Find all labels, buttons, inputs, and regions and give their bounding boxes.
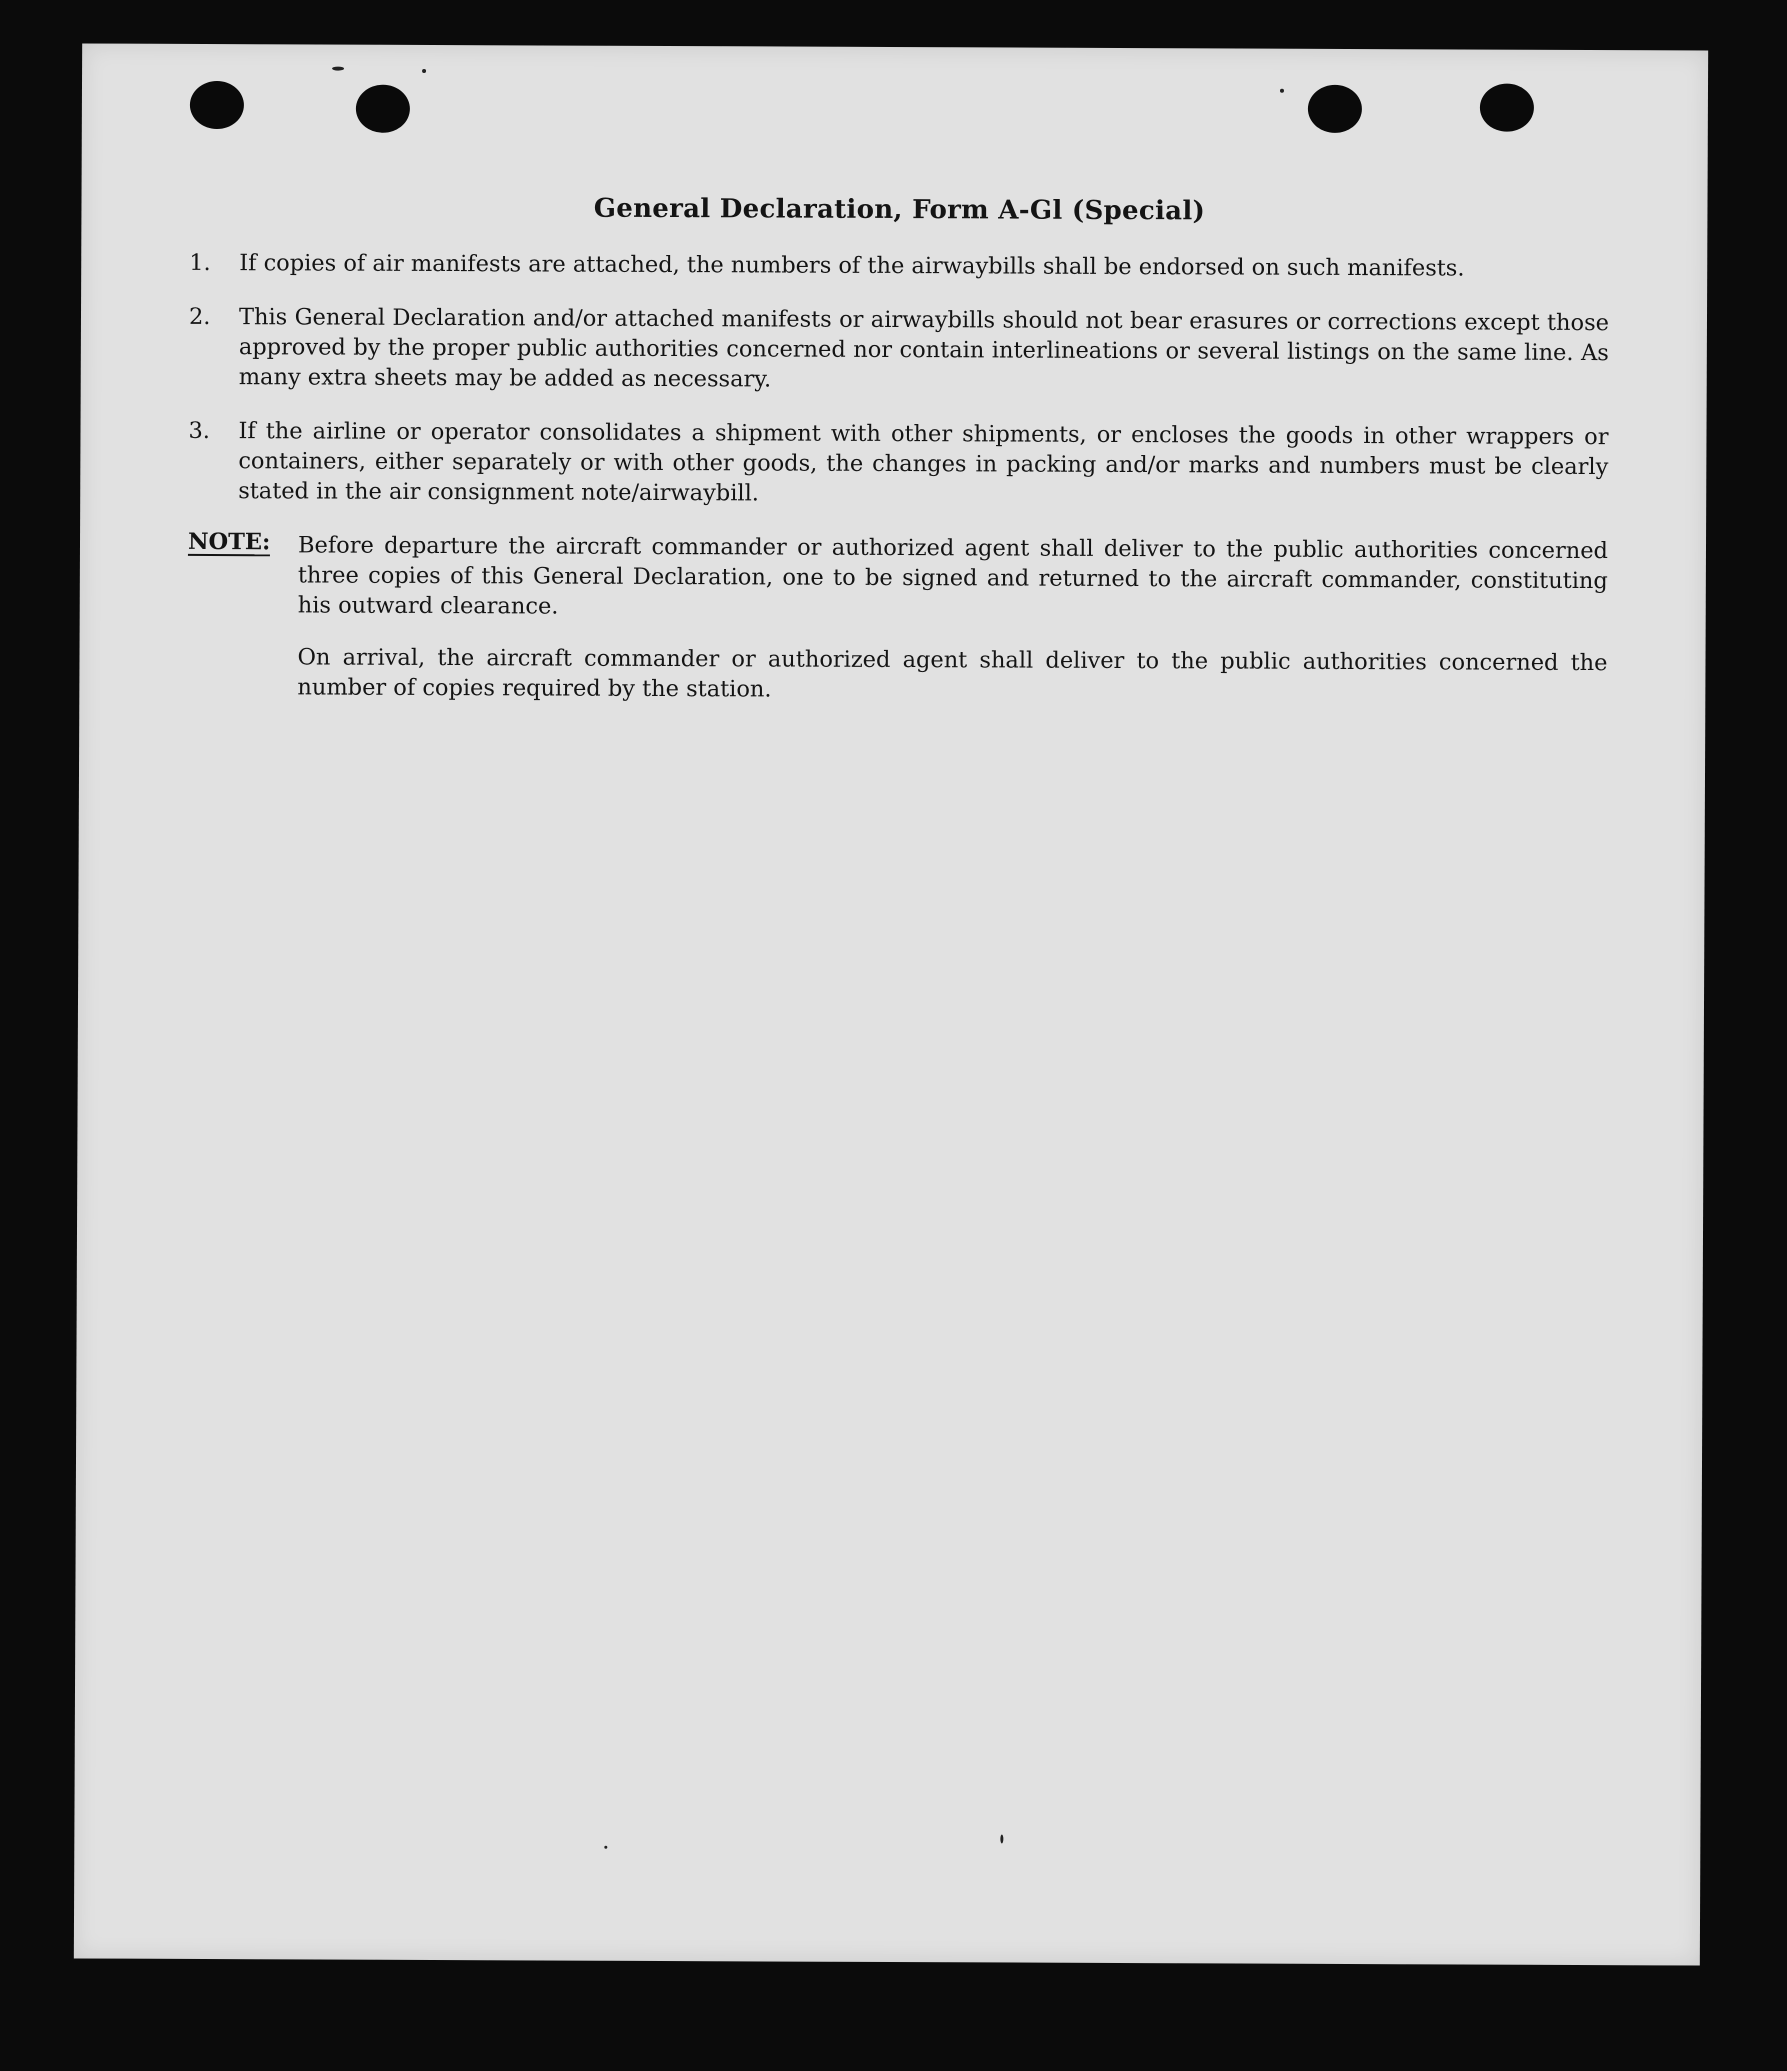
paper-speck (332, 67, 344, 71)
punch-hole (1480, 84, 1534, 132)
list-item (189, 302, 1609, 398)
paper-speck (1000, 1834, 1003, 1843)
item-number: 1. (189, 249, 211, 277)
item-text: If copies of air manifests are attached, the numbers of the airwaybills shall be endorsed on such manifests. (239, 250, 1465, 282)
document-page (74, 43, 1708, 1965)
note-second-paragraph: On arrival, the aircraft commander or authorized agent shall deliver to the public authorities concerned the number of copies required by the station. (297, 644, 1608, 703)
list-item (189, 248, 1609, 284)
note-text: Before departure the aircraft commander or authorized agent shall deliver to the public authorities concerned three copies of this General Declaration, one to be signed and returned to the aircraft commander, constituting his outward clearance. (297, 532, 1609, 620)
document-body (187, 192, 1609, 708)
list-item (188, 416, 1608, 512)
punch-hole (356, 85, 410, 133)
item-number: 2. (188, 303, 211, 331)
paper-speck (422, 69, 426, 73)
item-text: If the airline or operator consolidates a shipment with other shipments, or encloses the goods in other wrappers or containers, either separately or with other goods, the changes in packing and/or marks and numbers must be clearly stated in the air consignment note/airwaybill. (238, 418, 1609, 507)
paper-speck (1280, 89, 1284, 93)
punch-hole (190, 81, 244, 129)
punch-hole (1308, 85, 1362, 133)
paper-speck (604, 1846, 607, 1849)
note-section (188, 530, 1608, 626)
item-number: 3. (188, 417, 211, 445)
note-label: NOTE: (187, 528, 271, 556)
item-text: This General Declaration and/or attached manifests or airwaybills should not bear erasures or corrections except those approved by the proper public authorities concerned nor contain interlineations or several listings on the same line. As many extra sheets may be added as necessary. (238, 304, 1610, 393)
document-title: General Declaration, Form A-Gl (Special) (593, 193, 1206, 227)
